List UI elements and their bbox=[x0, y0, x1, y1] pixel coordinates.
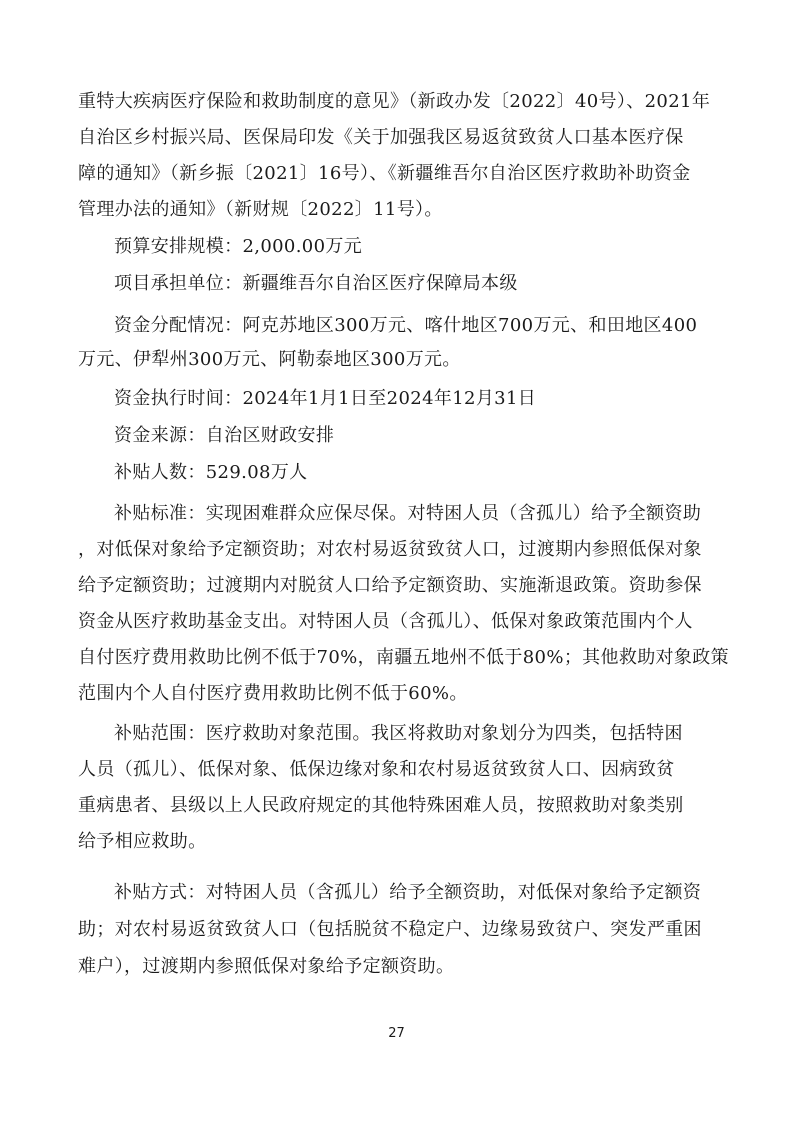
text-line: 人员（孤儿）、低保对象、低保边缘对象和农村易返贫致贫人口、因病致贫 bbox=[78, 759, 675, 780]
text-line: 范围内个人自付医疗费用救助比例不低于60%。 bbox=[78, 683, 468, 704]
text-line: 障的通知》（新乡振〔2021〕16号）、《新疆维吾尔自治区医疗救助补助资金 bbox=[78, 163, 691, 184]
subsidy-scope-line: 补贴范围：医疗救助对象范围。我区将救助对象划分为四类，包括特困 bbox=[114, 723, 683, 744]
page-number: 27 bbox=[388, 1026, 405, 1041]
text-line: 给予定额资助；过渡期内对脱贫人口给予定额资助、实施渐退政策。资助参保 bbox=[78, 575, 702, 596]
text-line: 重特大疾病医疗保险和救助制度的意见》（新政办发〔2022〕40号）、2021年 bbox=[78, 91, 711, 112]
undertaking-unit-line: 项目承担单位：新疆维吾尔自治区医疗保障局本级 bbox=[114, 273, 518, 294]
text-line: 资金从医疗救助基金支出。对特困人员（含孤儿）、低保对象政策范围内个人 bbox=[78, 611, 693, 632]
text-line: 自付医疗费用救助比例不低于70%，南疆五地州不低于80%；其他救助对象政策 bbox=[78, 647, 729, 668]
fund-source-line: 资金来源：自治区财政安排 bbox=[114, 425, 335, 446]
subsidy-method-line: 补贴方式：对特困人员（含孤儿）给予全额资助，对低保对象给予定额资 bbox=[114, 882, 702, 903]
text-line: 难户），过渡期内参照低保对象给予定额资助。 bbox=[78, 956, 455, 977]
text-line: 自治区乡村振兴局、医保局印发《关于加强我区易返贫致贫人口基本医疗保 bbox=[78, 127, 684, 148]
execution-period-line: 资金执行时间：2024年1月1日至2024年12月31日 bbox=[114, 388, 537, 409]
text-line: 万元、伊犁州300万元、阿勒泰地区300万元。 bbox=[78, 349, 461, 370]
fund-allocation-line: 资金分配情况：阿克苏地区300万元、喀什地区700万元、和田地区400 bbox=[114, 315, 698, 336]
budget-scale-line: 预算安排规模：2,000.00万元 bbox=[114, 236, 363, 257]
text-line: 管理办法的通知》（新财规〔2022〕11号）。 bbox=[78, 199, 443, 220]
text-line: 重病患者、县级以上人民政府规定的其他特殊困难人员，按照救助对象类别 bbox=[78, 795, 684, 816]
text-line: ，对低保对象给予定额资助；对农村易返贫致贫人口，过渡期内参照低保对象 bbox=[78, 539, 702, 560]
subsidy-standard-line: 补贴标准：实现困难群众应保尽保。对特困人员（含孤儿）给予全额资助 bbox=[114, 503, 702, 524]
subsidy-count-line: 补贴人数：529.08万人 bbox=[114, 462, 308, 483]
text-line: 助；对农村易返贫致贫人口（包括脱贫不稳定户、边缘易致贫户、突发严重困 bbox=[78, 919, 702, 940]
text-line: 给予相应救助。 bbox=[78, 831, 207, 852]
